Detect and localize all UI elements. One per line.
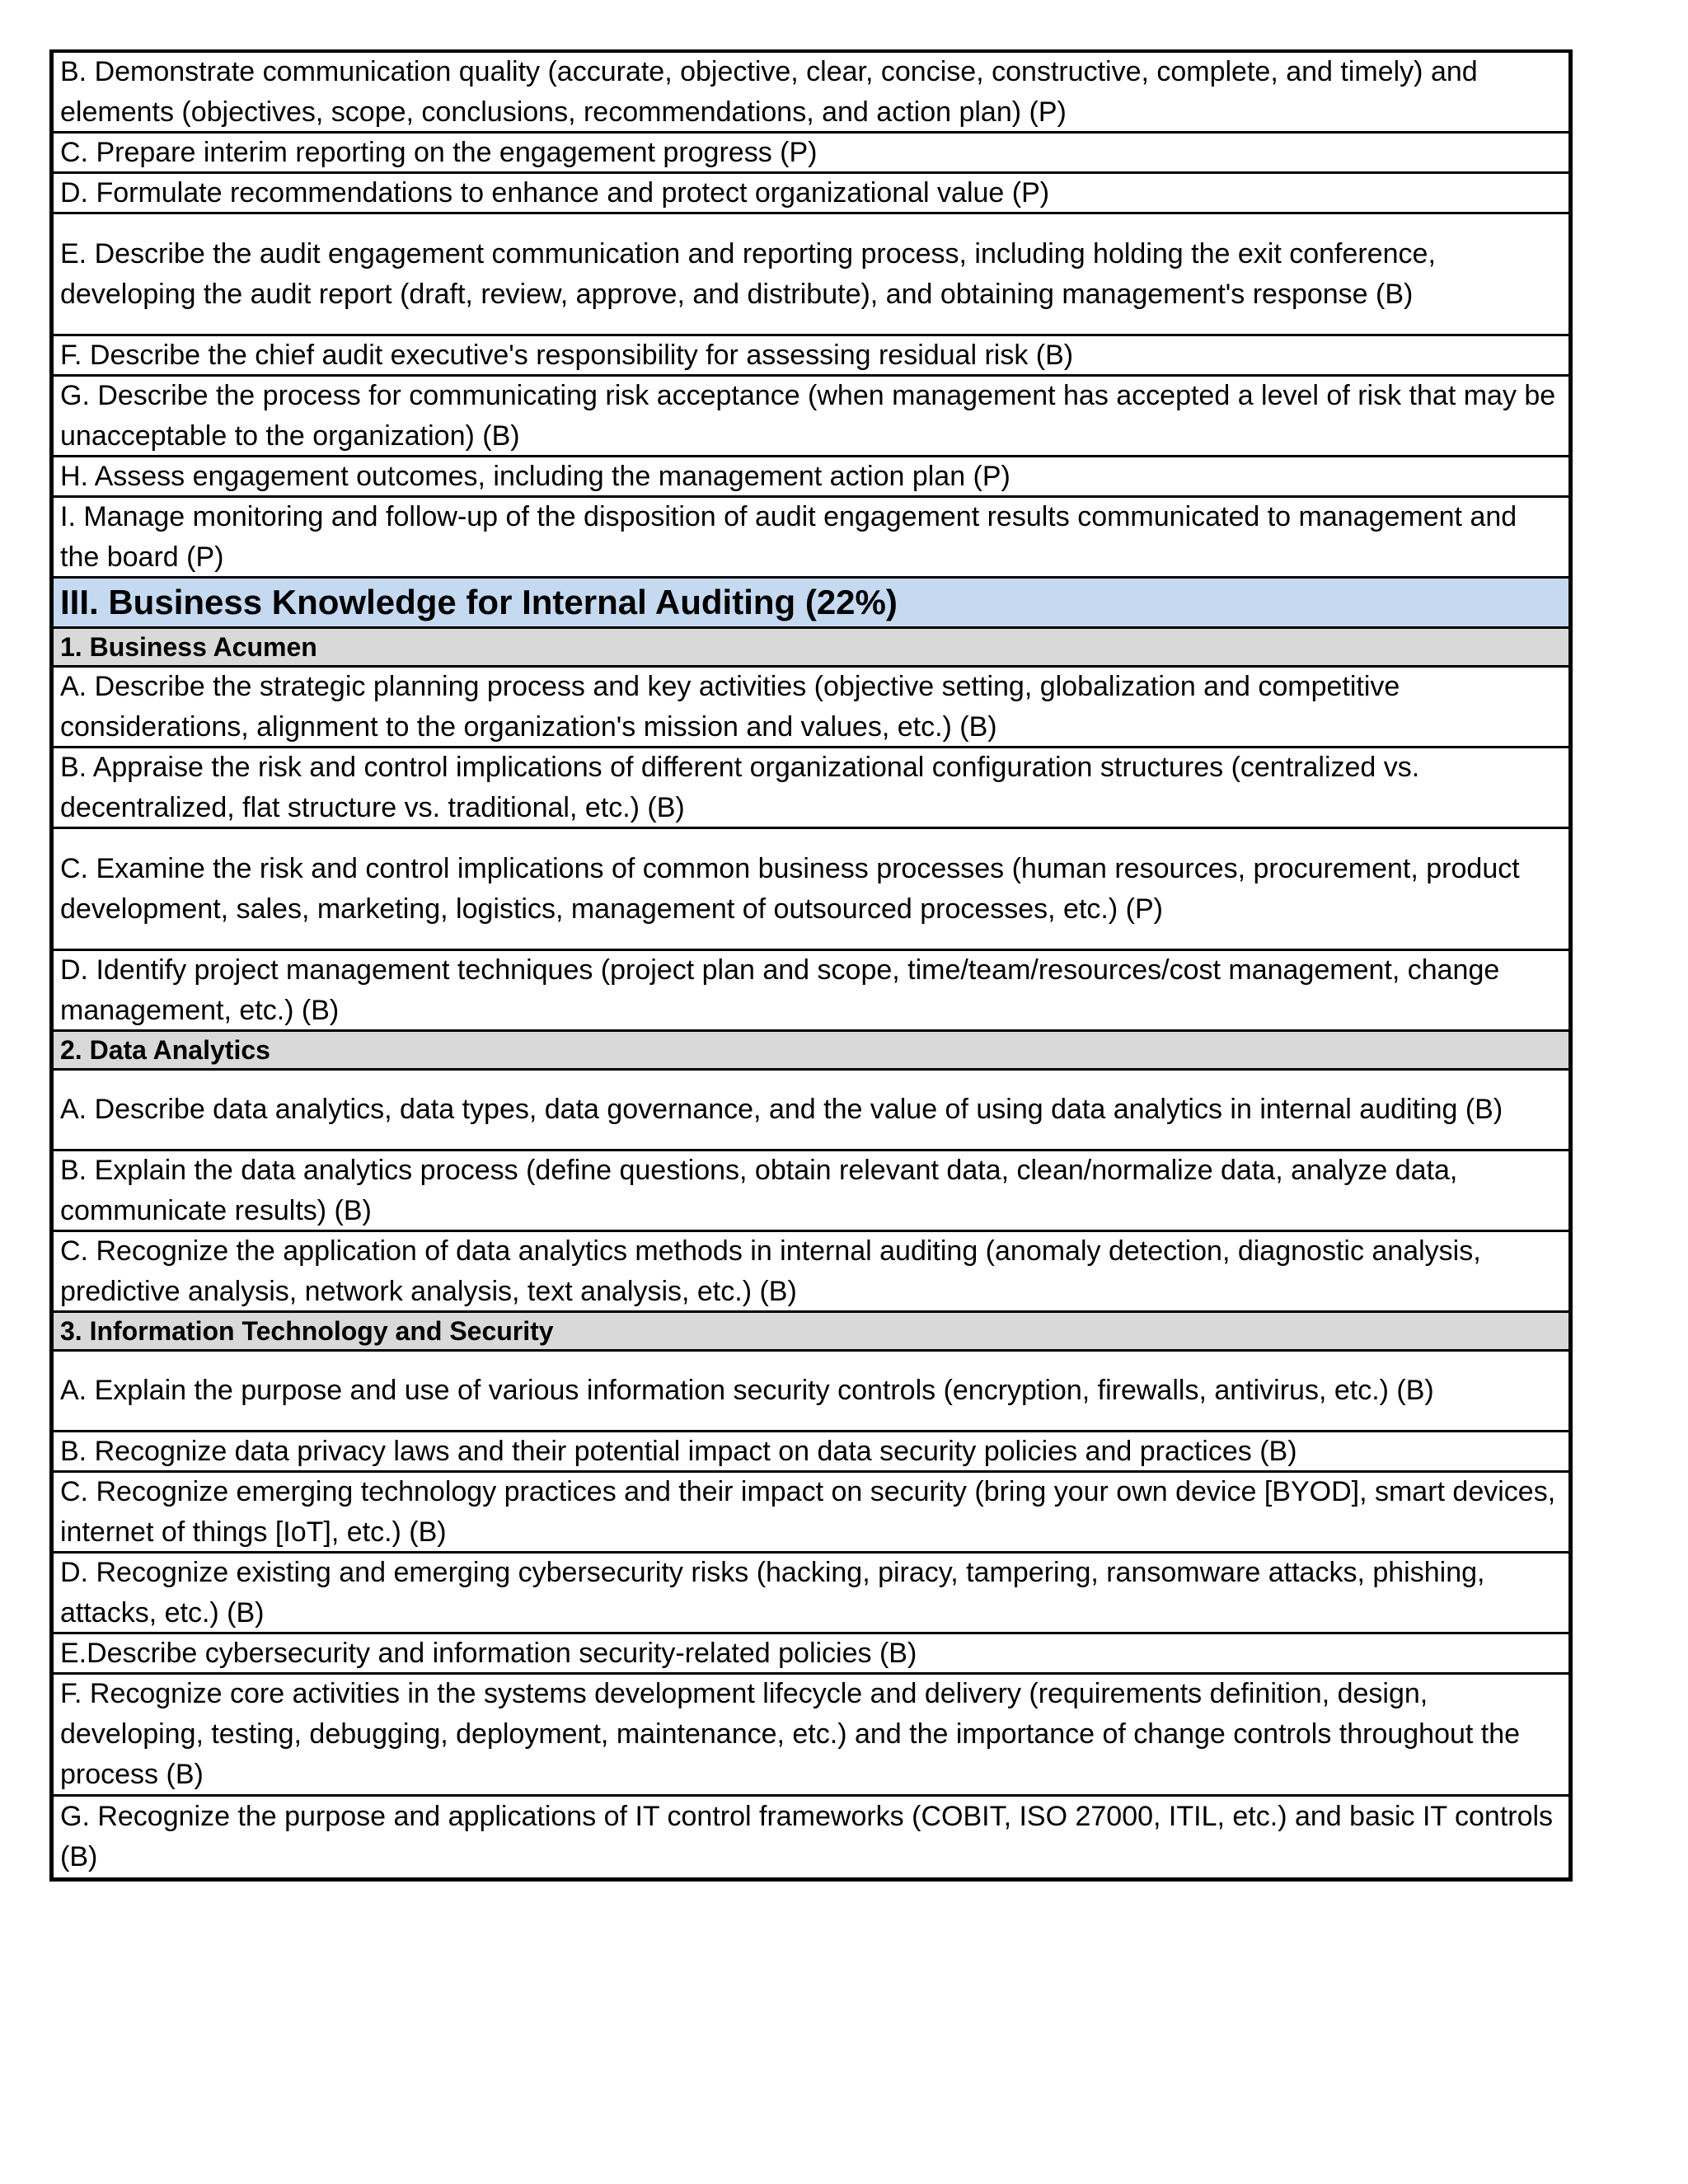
table-row bbox=[54, 1797, 1568, 1877]
table-row bbox=[54, 377, 1568, 457]
table-row bbox=[54, 134, 1568, 174]
row-text: C. Prepare interim reporting on the engagement progress (P) bbox=[60, 136, 818, 168]
section-header bbox=[54, 579, 1568, 629]
table-row bbox=[54, 1352, 1568, 1432]
row-text: 2. Data Analytics bbox=[60, 1035, 270, 1065]
row-text: 3. Information Technology and Security bbox=[60, 1316, 554, 1346]
table-row bbox=[54, 1432, 1568, 1473]
row-text: C. Recognize the application of data analytics methods in internal auditing (anomaly detection, diagnostic analysis, predictive analysis, network analysis, text analysis, etc.) (B) bbox=[60, 1235, 1481, 1307]
row-text: F. Recognize core activities in the systems development lifecycle and delivery (requirements definition, design, developing, testing, debugging, deployment, maintenance, etc.) and the importance of change controls throughout the process (B) bbox=[60, 1678, 1521, 1790]
table-row bbox=[54, 1554, 1568, 1634]
table-row bbox=[54, 336, 1568, 377]
row-text: B. Appraise the risk and control implications of different organizational configuration structures (centralized vs. decentralized, flat structure vs. traditional, etc.) (B) bbox=[60, 751, 1420, 823]
row-text: D. Formulate recommendations to enhance and protect organizational value (P) bbox=[60, 176, 1050, 209]
table-row bbox=[54, 498, 1568, 579]
subsection-header bbox=[54, 629, 1568, 668]
table-row bbox=[54, 1473, 1568, 1554]
row-text: C. Examine the risk and control implications of common business processes (human resources, procurement, product development, sales, marketing, logistics, management of outsourced processes, etc.) (P) bbox=[60, 852, 1520, 925]
table-row bbox=[54, 214, 1568, 336]
row-text: G. Recognize the purpose and applications of IT control frameworks (COBIT, ISO 27000, ITIL, etc.) and basic IT controls (B) bbox=[60, 1801, 1554, 1872]
row-text: 1. Business Acumen bbox=[60, 632, 317, 662]
row-text: III. Business Knowledge for Internal Auditing (22%) bbox=[60, 583, 898, 621]
table-row bbox=[54, 829, 1568, 951]
table-row bbox=[54, 174, 1568, 214]
subsection-header bbox=[54, 1032, 1568, 1071]
row-text: I. Manage monitoring and follow-up of the disposition of audit engagement results communicated to management and the board (P) bbox=[60, 500, 1517, 573]
row-text: B. Explain the data analytics process (define questions, obtain relevant data, clean/normalize data, analyze data, communicate results) (B) bbox=[60, 1154, 1458, 1226]
table-row bbox=[54, 748, 1568, 829]
syllabus-table bbox=[49, 49, 1573, 1882]
row-text: E.Describe cybersecurity and information security-related policies (B) bbox=[60, 1637, 917, 1669]
row-text: B. Demonstrate communication quality (accurate, objective, clear, concise, constructive, complete, and timely) and elements (objectives, scope, conclusions, recommendations, and action plan) (P) bbox=[60, 55, 1478, 128]
table-row bbox=[54, 457, 1568, 498]
row-text: C. Recognize emerging technology practices and their impact on security (bring your own device [BYOD], smart devices, internet of things [IoT], etc.) (B) bbox=[60, 1475, 1556, 1548]
table-row bbox=[54, 1634, 1568, 1675]
row-text: D. Recognize existing and emerging cybersecurity risks (hacking, piracy, tampering, ransomware attacks, phishing, attacks, etc.) (B) bbox=[60, 1556, 1485, 1629]
row-text: B. Recognize data privacy laws and their potential impact on data security policies and practices (B) bbox=[60, 1435, 1297, 1467]
table-row bbox=[54, 1675, 1568, 1797]
row-text: A. Explain the purpose and use of various information security controls (encryption, firewalls, antivirus, etc.) (B) bbox=[60, 1375, 1434, 1406]
row-text: G. Describe the process for communicating risk acceptance (when management has accepted a level of risk that may be unacceptable to the organization) (B) bbox=[60, 379, 1556, 452]
row-text: A. Describe data analytics, data types, data governance, and the value of using data analytics in internal auditing (B) bbox=[60, 1094, 1503, 1125]
row-text: A. Describe the strategic planning process and key activities (objective setting, globalization and competitive considerations, alignment to the organization's mission and values, etc.) (B) bbox=[60, 670, 1400, 743]
table-row bbox=[54, 668, 1568, 748]
row-text: F. Describe the chief audit executive's responsibility for assessing residual risk (B) bbox=[60, 339, 1074, 371]
table-row bbox=[54, 1151, 1568, 1232]
row-text: D. Identify project management techniques (project plan and scope, time/team/resources/cost management, change management, etc.) (B) bbox=[60, 954, 1500, 1026]
row-text: H. Assess engagement outcomes, including the management action plan (P) bbox=[60, 460, 1010, 492]
table-row bbox=[54, 951, 1568, 1032]
table-row bbox=[54, 1232, 1568, 1313]
table-row bbox=[54, 1071, 1568, 1151]
table-row bbox=[54, 53, 1568, 134]
subsection-header bbox=[54, 1313, 1568, 1352]
row-text: E. Describe the audit engagement communication and reporting process, including holding the exit conference, developing the audit report (draft, review, approve, and distribute), and obtaining management's response (B) bbox=[60, 237, 1436, 310]
